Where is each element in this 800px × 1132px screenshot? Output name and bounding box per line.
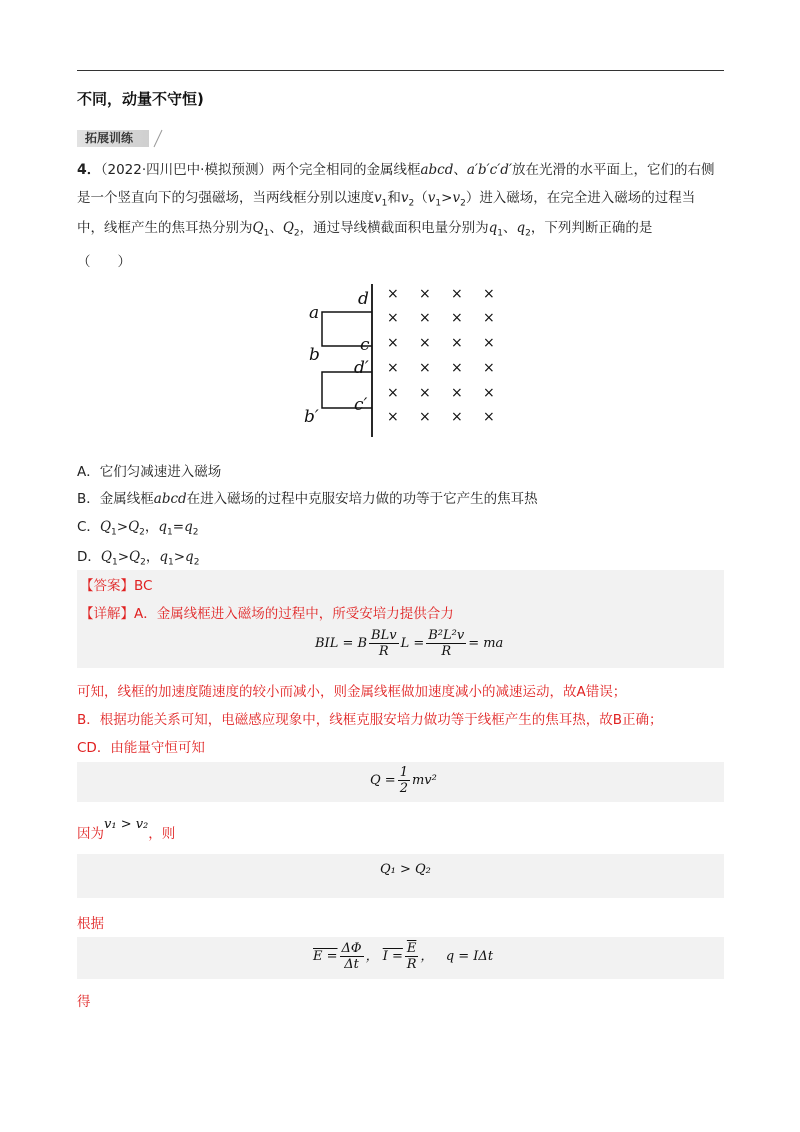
field-cross-4-1: × [419, 385, 431, 401]
label-d-prime: d′ [354, 358, 369, 378]
field-cross-4-0: × [387, 385, 399, 401]
field-cross-3-0: × [387, 360, 399, 376]
question-number: 4． [77, 162, 101, 178]
formula-ampere-force: BIL = B $\frac{\text{BLv}}{R}$ L = $\frac{\text{B²L²v}}{R}$ = ma [315, 628, 504, 659]
tag-slash-icon [152, 128, 164, 148]
top-rule [77, 70, 724, 71]
option-c: C．$Q_1>Q_2$，$q_1=q_2$ [77, 519, 199, 538]
option-d: D．$Q_1>Q_2$，$q_1>q_2$ [77, 549, 200, 568]
magnetic-field-figure [300, 282, 510, 442]
option-b: B．金属线框abcd在进入磁场的过程中克服安培力做的功等于它产生的焦耳热 [77, 491, 538, 507]
field-cross-2-3: × [483, 335, 495, 351]
formula-energy: Q = $\frac{1}{2}$ mv² [370, 765, 437, 796]
field-cross-5-0: × [387, 409, 399, 425]
answer-blank: （ ） [77, 254, 131, 270]
field-cross-5-2: × [451, 409, 463, 425]
field-cross-0-0: × [387, 286, 399, 302]
label-a: a [309, 303, 320, 323]
field-cross-0-2: × [451, 286, 463, 302]
explanation-b: B．根据功能关系可知，电磁感应现象中，线框克服安培力做功等于线框产生的焦耳热，故B正确； [77, 712, 663, 728]
label-c-prime: c′ [354, 395, 368, 415]
question-line-2: 是一个竖直向下的匀强磁场，当两线框分别以速度$v_1$和$v_2(v_1>v_2)$进入磁场，在完全进入磁场的过程当 [77, 190, 696, 209]
field-cross-4-3: × [483, 385, 495, 401]
field-cross-0-1: × [419, 286, 431, 302]
field-cross-4-2: × [451, 385, 463, 401]
label-c: c [360, 335, 370, 355]
label-b: b [309, 345, 320, 365]
field-cross-1-2: × [451, 310, 463, 326]
field-cross-3-2: × [451, 360, 463, 376]
question-source: （2022·四川巴中·模拟预测） [100, 162, 272, 178]
field-cross-1-0: × [387, 310, 399, 326]
field-cross-3-3: × [483, 360, 495, 376]
answer-line: 【答案】BC [80, 578, 153, 594]
get-line: 得 [77, 994, 91, 1010]
option-a: A．它们匀减速进入磁场 [77, 464, 222, 480]
field-cross-1-3: × [483, 310, 495, 326]
field-cross-2-0: × [387, 335, 399, 351]
formula-heat-compare: Q₁ > Q₂ [380, 862, 431, 877]
detail-line: 【详解】A．金属线框进入磁场的过程中，所受安培力提供合力 [80, 606, 454, 622]
according-line: 根据 [77, 916, 104, 932]
question-line-3: 中，线框产生的焦耳热分别为$Q_1$、$Q_2$，通过导线横截面积电量分别为$q_1$、$q_2$，下列判断正确的是 [77, 220, 653, 239]
field-cross-5-3: × [483, 409, 495, 425]
section-tag: 拓展训练 [77, 130, 149, 147]
field-cross-2-2: × [451, 335, 463, 351]
field-cross-5-1: × [419, 409, 431, 425]
field-cross-3-1: × [419, 360, 431, 376]
label-b-prime: b′ [304, 407, 319, 427]
label-d: d [358, 289, 369, 309]
question-line-1: 4．（2022·四川巴中·模拟预测）两个完全相同的金属线框abcd、a′b′c′d′放在光滑的水平面上，它们的右侧 [77, 162, 715, 178]
because-line: 因为v₁ > v₂，则 [77, 817, 176, 842]
explanation-a: 可知，线框的加速度随速度的较小而减小，则金属线框做加速度减小的减速运动，故A错误； [77, 684, 627, 700]
formula-charge: E = $\frac{\Delta\Phi}{\Delta t}$ ， I = $\frac{\overline{E}}{R}$ ， q = IΔt [313, 941, 494, 972]
explanation-cd: CD．由能量守恒可知 [77, 740, 205, 756]
continuation-text: 不同，动量不守恒) [77, 90, 204, 108]
field-cross-1-1: × [419, 310, 431, 326]
field-cross-0-3: × [483, 286, 495, 302]
field-cross-2-1: × [419, 335, 431, 351]
